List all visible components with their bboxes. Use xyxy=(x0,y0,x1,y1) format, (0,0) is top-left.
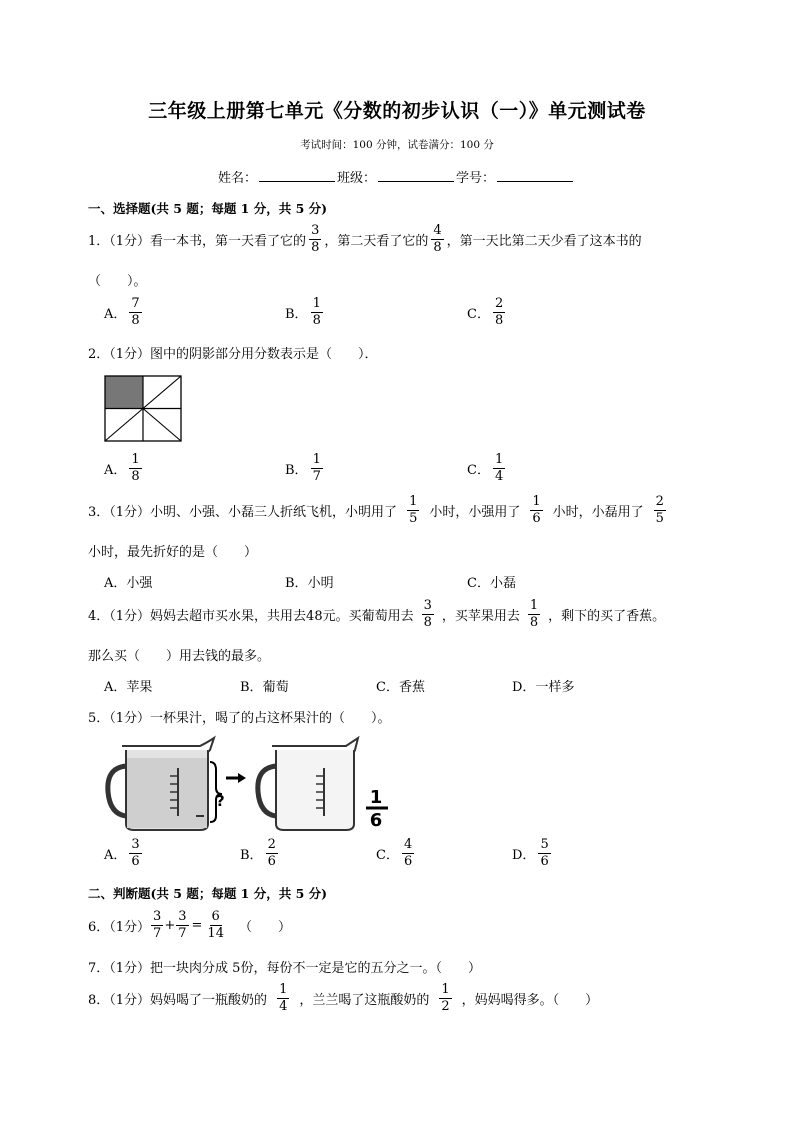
name-blank[interactable] xyxy=(259,169,335,182)
question-number: 8．（1分） xyxy=(88,993,151,1008)
question-text: 妈妈去超市买水果，共用去48元。买葡萄用去 xyxy=(150,609,414,624)
question-2 xyxy=(88,343,378,362)
option-a[interactable]: A． $\frac{7}{8}$ xyxy=(104,296,140,328)
question-number: 7．（1分） xyxy=(88,961,151,976)
question-7 xyxy=(88,957,481,976)
exam-subtitle: 考试时间：100 分钟，试卷满分：100 分 xyxy=(300,139,494,151)
option-c[interactable]: C．小磊 xyxy=(467,576,516,591)
question-text: ，买苹果用去 xyxy=(441,609,520,624)
question-number: 4．（1分） xyxy=(88,609,151,624)
shaded-square-figure xyxy=(104,375,182,442)
question-text: ，第一天比第二天少看了这本书的 xyxy=(446,234,642,249)
fraction: $\frac{3}{7}$ xyxy=(178,909,187,941)
fraction: $\frac{3}{8}$ xyxy=(311,223,320,255)
section-title-choice: 一、选择题(共 5 题；每题 1 分，共 5 分) xyxy=(88,201,328,216)
option-c[interactable]: C．香蕉 xyxy=(376,680,425,695)
fraction: $\frac{1}{5}$ xyxy=(409,494,418,526)
question-4-tail: 那么买（ ）用去钱的最多。 xyxy=(88,649,271,664)
question-text: 小时，小磊用了 xyxy=(552,505,644,520)
id-blank[interactable] xyxy=(497,169,573,182)
plus-sign: + xyxy=(164,918,176,933)
question-4 xyxy=(88,599,665,630)
question-1-bracket: （ ）。 xyxy=(88,274,147,289)
question-number: 5．（1分） xyxy=(88,711,151,726)
question-text: 小明、小强、小磊三人折纸飞机，小明用了 xyxy=(150,505,398,520)
question-8 xyxy=(88,983,598,1014)
name-label: 姓名： xyxy=(218,171,258,186)
answer-bracket[interactable]: （ ） xyxy=(238,920,291,935)
fraction: $\frac{1}{8}$ xyxy=(529,598,539,630)
question-text: 妈妈喝了一瓶酸奶的 xyxy=(150,993,268,1008)
class-blank[interactable] xyxy=(378,169,454,182)
figure-fraction-denominator: 6 xyxy=(369,810,383,831)
question-1 xyxy=(88,224,642,255)
question-number: 1．（1分） xyxy=(88,234,151,249)
option-b[interactable]: B．小明 xyxy=(285,576,334,591)
question-text: 图中的阴影部分用分数表示是（ ）． xyxy=(150,347,378,362)
shaded-region xyxy=(105,376,144,409)
section-title-judgement: 二、判断题(共 5 题；每题 1 分，共 5 分) xyxy=(88,886,328,901)
question-text: ，兰兰喝了这瓶酸奶的 xyxy=(299,993,430,1008)
question-6 xyxy=(88,910,291,941)
fraction: $\frac{3}{7}$ xyxy=(153,909,162,941)
option-b[interactable]: B． $\frac{1}{7}$ xyxy=(285,452,321,484)
page-title: 三年级上册第七单元《分数的初步认识（一）》单元测试卷 xyxy=(148,100,646,122)
option-b[interactable]: B． $\frac{2}{6}$ xyxy=(240,837,276,869)
question-mark: ? xyxy=(216,792,225,810)
question-3 xyxy=(88,495,676,526)
student-info xyxy=(218,167,575,186)
option-d[interactable]: D．一样多 xyxy=(512,680,575,695)
id-label: 学号： xyxy=(456,171,496,186)
option-b[interactable]: B． $\frac{1}{8}$ xyxy=(285,296,321,328)
option-a[interactable]: A． $\frac{1}{8}$ xyxy=(104,452,140,484)
question-text: 一杯果汁，喝了的占这杯果汁的（ ）。 xyxy=(150,711,391,726)
option-a[interactable]: A．小强 xyxy=(104,576,153,591)
option-a[interactable]: A．苹果 xyxy=(104,680,153,695)
fraction: $\frac{6}{14}$ xyxy=(207,909,224,941)
fraction: $\frac{1}{6}$ xyxy=(532,494,541,526)
fraction: $\frac{1}{2}$ xyxy=(441,982,450,1014)
option-a[interactable]: A． $\frac{3}{6}$ xyxy=(104,837,140,869)
question-3-tail: 小时，最先折好的是（ ） xyxy=(88,545,258,560)
question-text: 看一本书，第一天看了它的 xyxy=(150,234,307,249)
question-text: ，剩下的买了香蕉。 xyxy=(548,609,666,624)
question-5 xyxy=(88,707,391,726)
question-text: ，妈妈喝得多。（ ） xyxy=(461,993,599,1008)
question-number: 3．（1分） xyxy=(88,505,151,520)
question-text: 把一块肉分成 5份，每份不一定是它的五分之一。（ ） xyxy=(150,961,481,976)
fraction: $\frac{3}{8}$ xyxy=(423,598,432,630)
question-text: ，第二天看了它的 xyxy=(324,234,429,249)
question-number: 6．（1分） xyxy=(88,920,151,935)
question-text: 小时，小强用了 xyxy=(429,505,521,520)
option-c[interactable]: C． $\frac{1}{4}$ xyxy=(467,452,504,484)
option-c[interactable]: C． $\frac{4}{6}$ xyxy=(376,837,413,869)
fraction: $\frac{1}{4}$ xyxy=(279,982,288,1014)
option-c[interactable]: C． $\frac{2}{8}$ xyxy=(467,296,504,328)
class-label: 班级： xyxy=(337,171,377,186)
juice-cup-figure xyxy=(104,732,404,834)
fraction: $\frac{4}{8}$ xyxy=(433,223,442,255)
fraction: $\frac{2}{5}$ xyxy=(655,494,664,526)
option-d[interactable]: D． $\frac{5}{6}$ xyxy=(512,837,549,869)
option-b[interactable]: B．葡萄 xyxy=(240,680,289,695)
figure-fraction-numerator: 1 xyxy=(369,787,383,808)
question-number: 2．（1分） xyxy=(88,347,151,362)
equals-sign: = xyxy=(191,918,203,933)
